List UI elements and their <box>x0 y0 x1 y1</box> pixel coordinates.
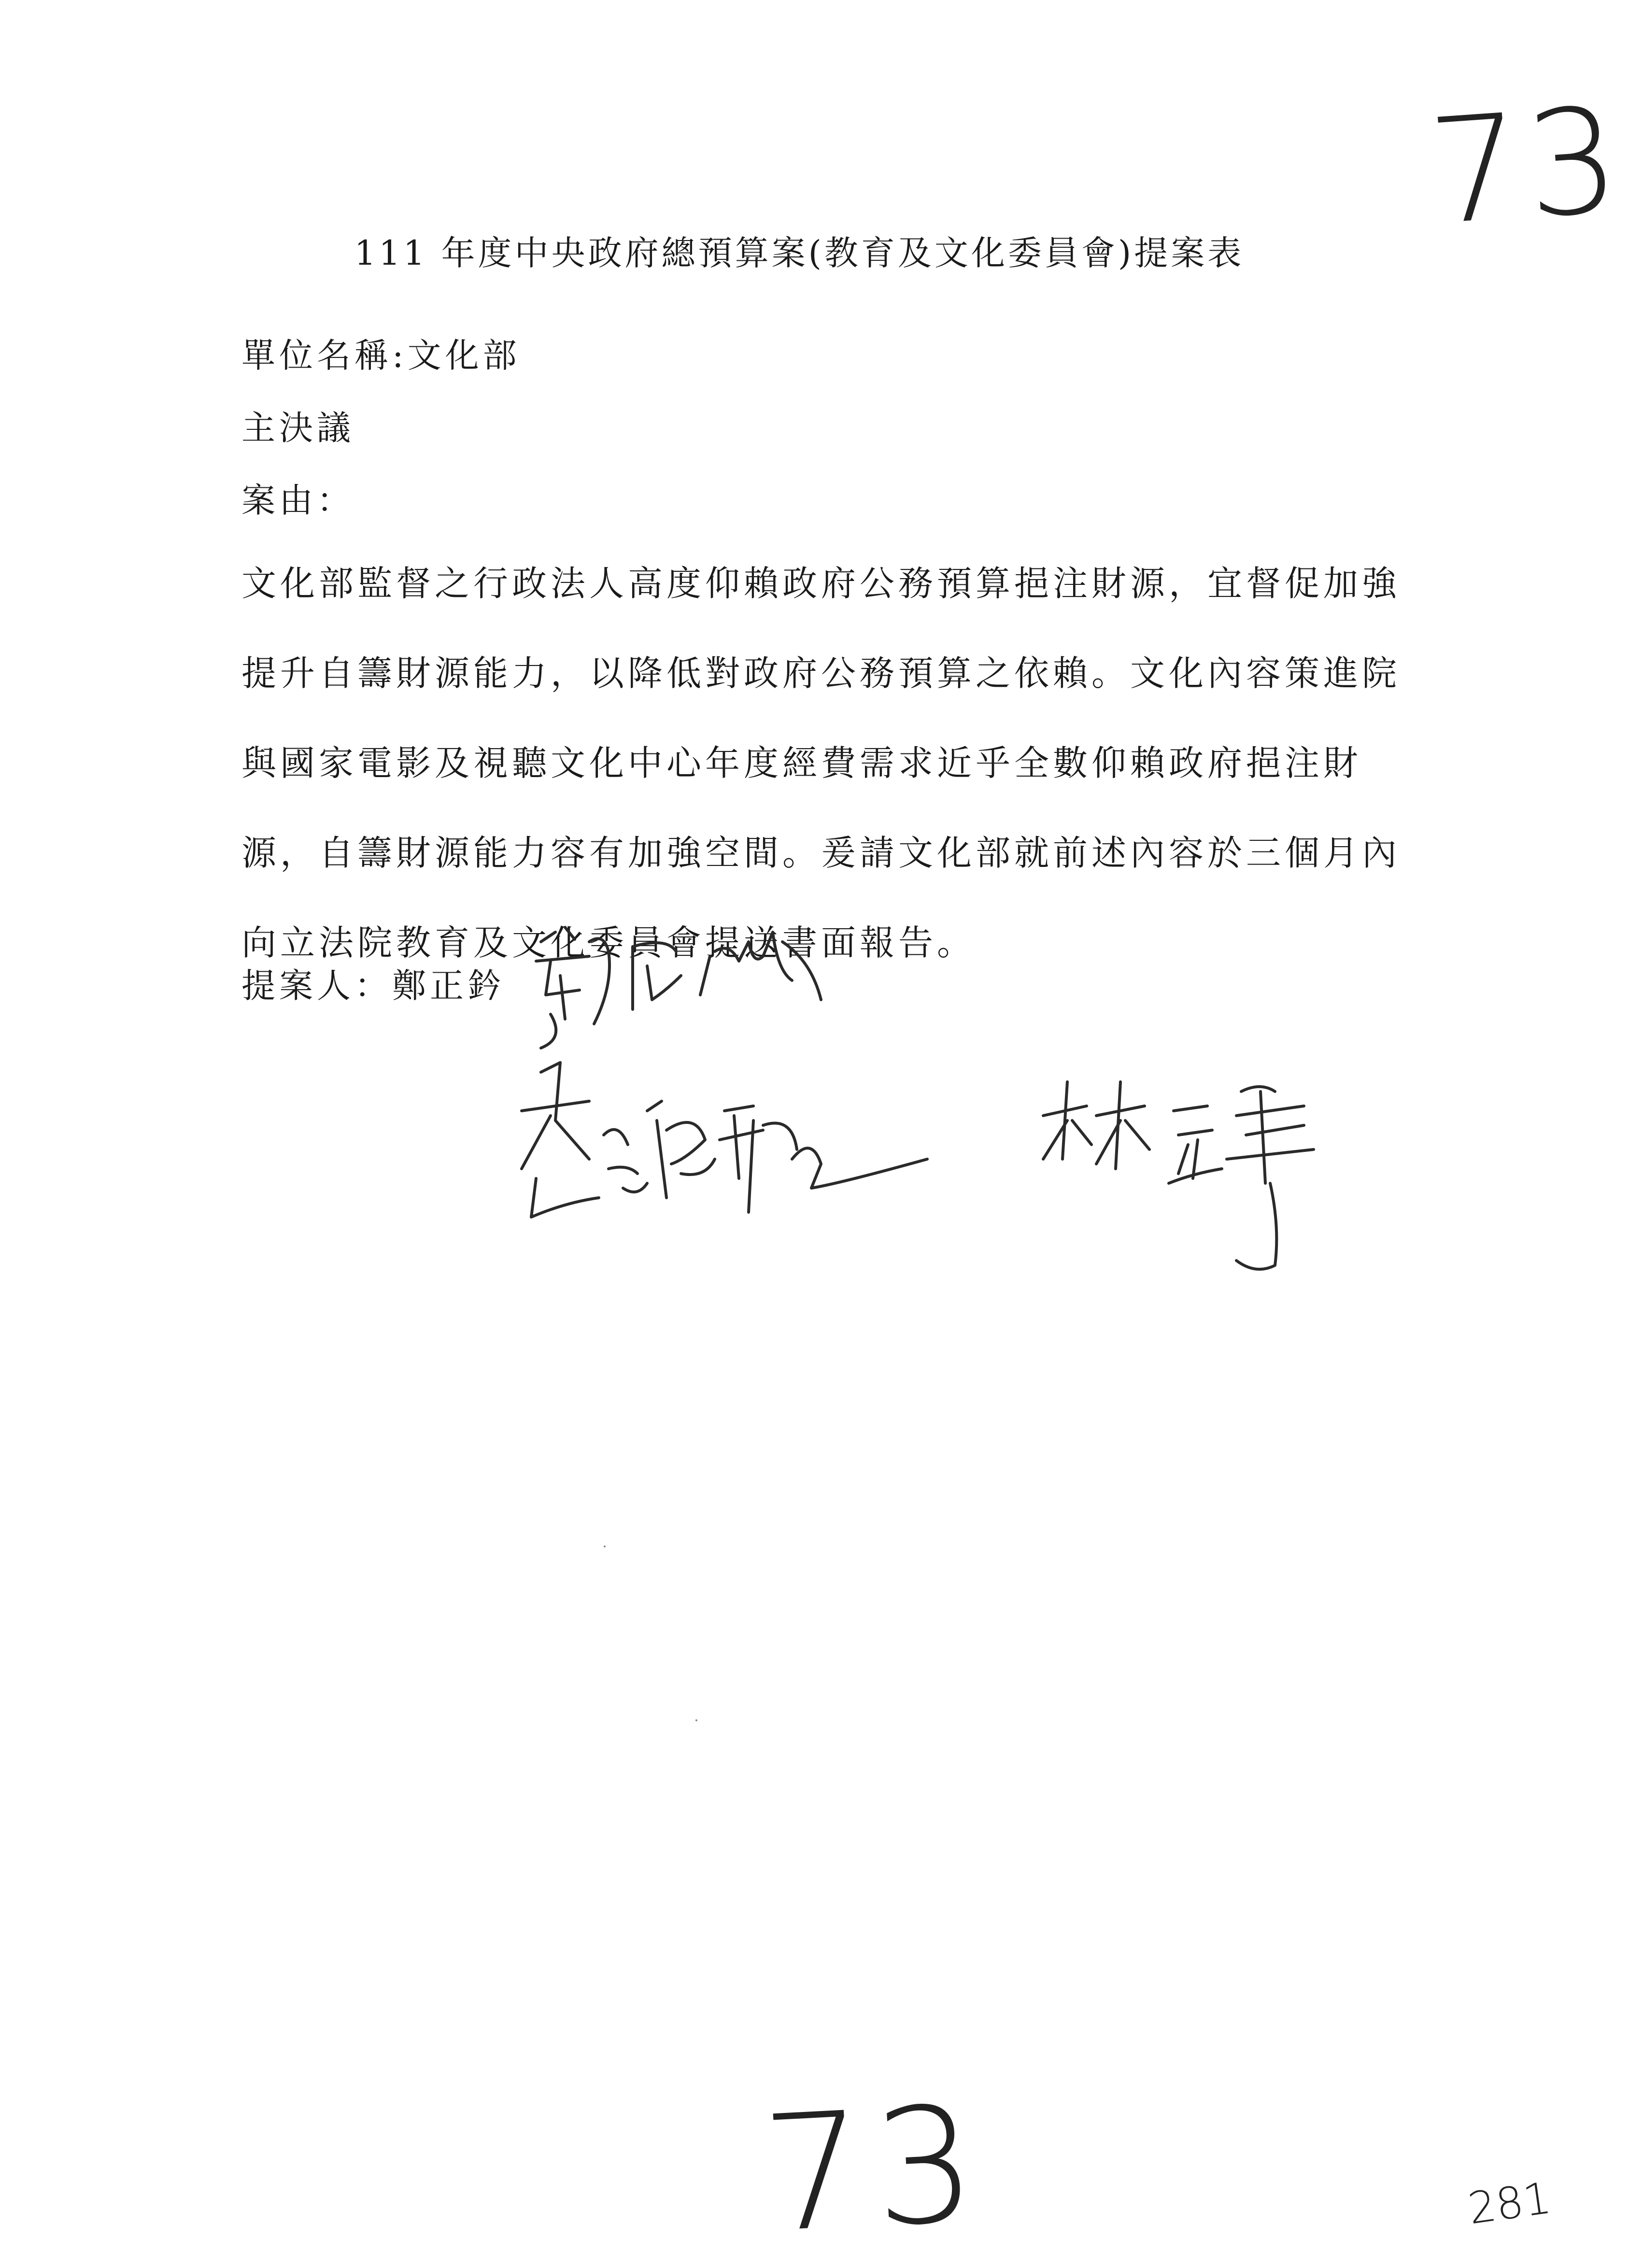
scan-speck <box>695 1719 697 1721</box>
reason-line: 文化部監督之行政法人高度仰賴政府公務預算挹注財源，宜督促加強 <box>241 563 1401 604</box>
unit-field <box>241 328 521 377</box>
signature-1 <box>522 913 850 1058</box>
proposer-name: 鄭正鈐 <box>392 966 505 1006</box>
reason-line: 提升自籌財源能力，以降低對政府公務預算之依賴。文化內容策進院 <box>241 653 1401 694</box>
signature-3 <box>1034 1063 1372 1304</box>
reason-line: 源，自籌財源能力容有加強空間。爰請文化部就前述內容於三個月內 <box>241 833 1401 873</box>
scan-speck <box>604 1545 606 1547</box>
document-title: 111 年度中央政府總預算案(教育及文化委員會)提案表 <box>354 233 1245 273</box>
decision-type: 主決議 <box>241 408 354 448</box>
handwritten-corner-number: 281 <box>1465 2172 1555 2235</box>
proposer-field <box>241 959 505 1007</box>
reason-line: 向立法院教育及文化委員會提送書面報告。 <box>241 922 976 963</box>
handwritten-page-mark-top: 73 <box>1424 75 1629 257</box>
reason-line: 與國家電影及視聽文化中心年度經費需求近乎全數仰賴政府挹注財 <box>241 743 1362 783</box>
signature-2 <box>502 1053 937 1246</box>
proposer-label: 提案人： <box>241 966 392 1006</box>
unit-label: 單位名稱: <box>241 336 408 375</box>
reason-label: 案由： <box>241 481 354 520</box>
handwritten-page-mark-bottom: 73 <box>758 2071 990 2268</box>
unit-value: 文化部 <box>407 336 521 375</box>
